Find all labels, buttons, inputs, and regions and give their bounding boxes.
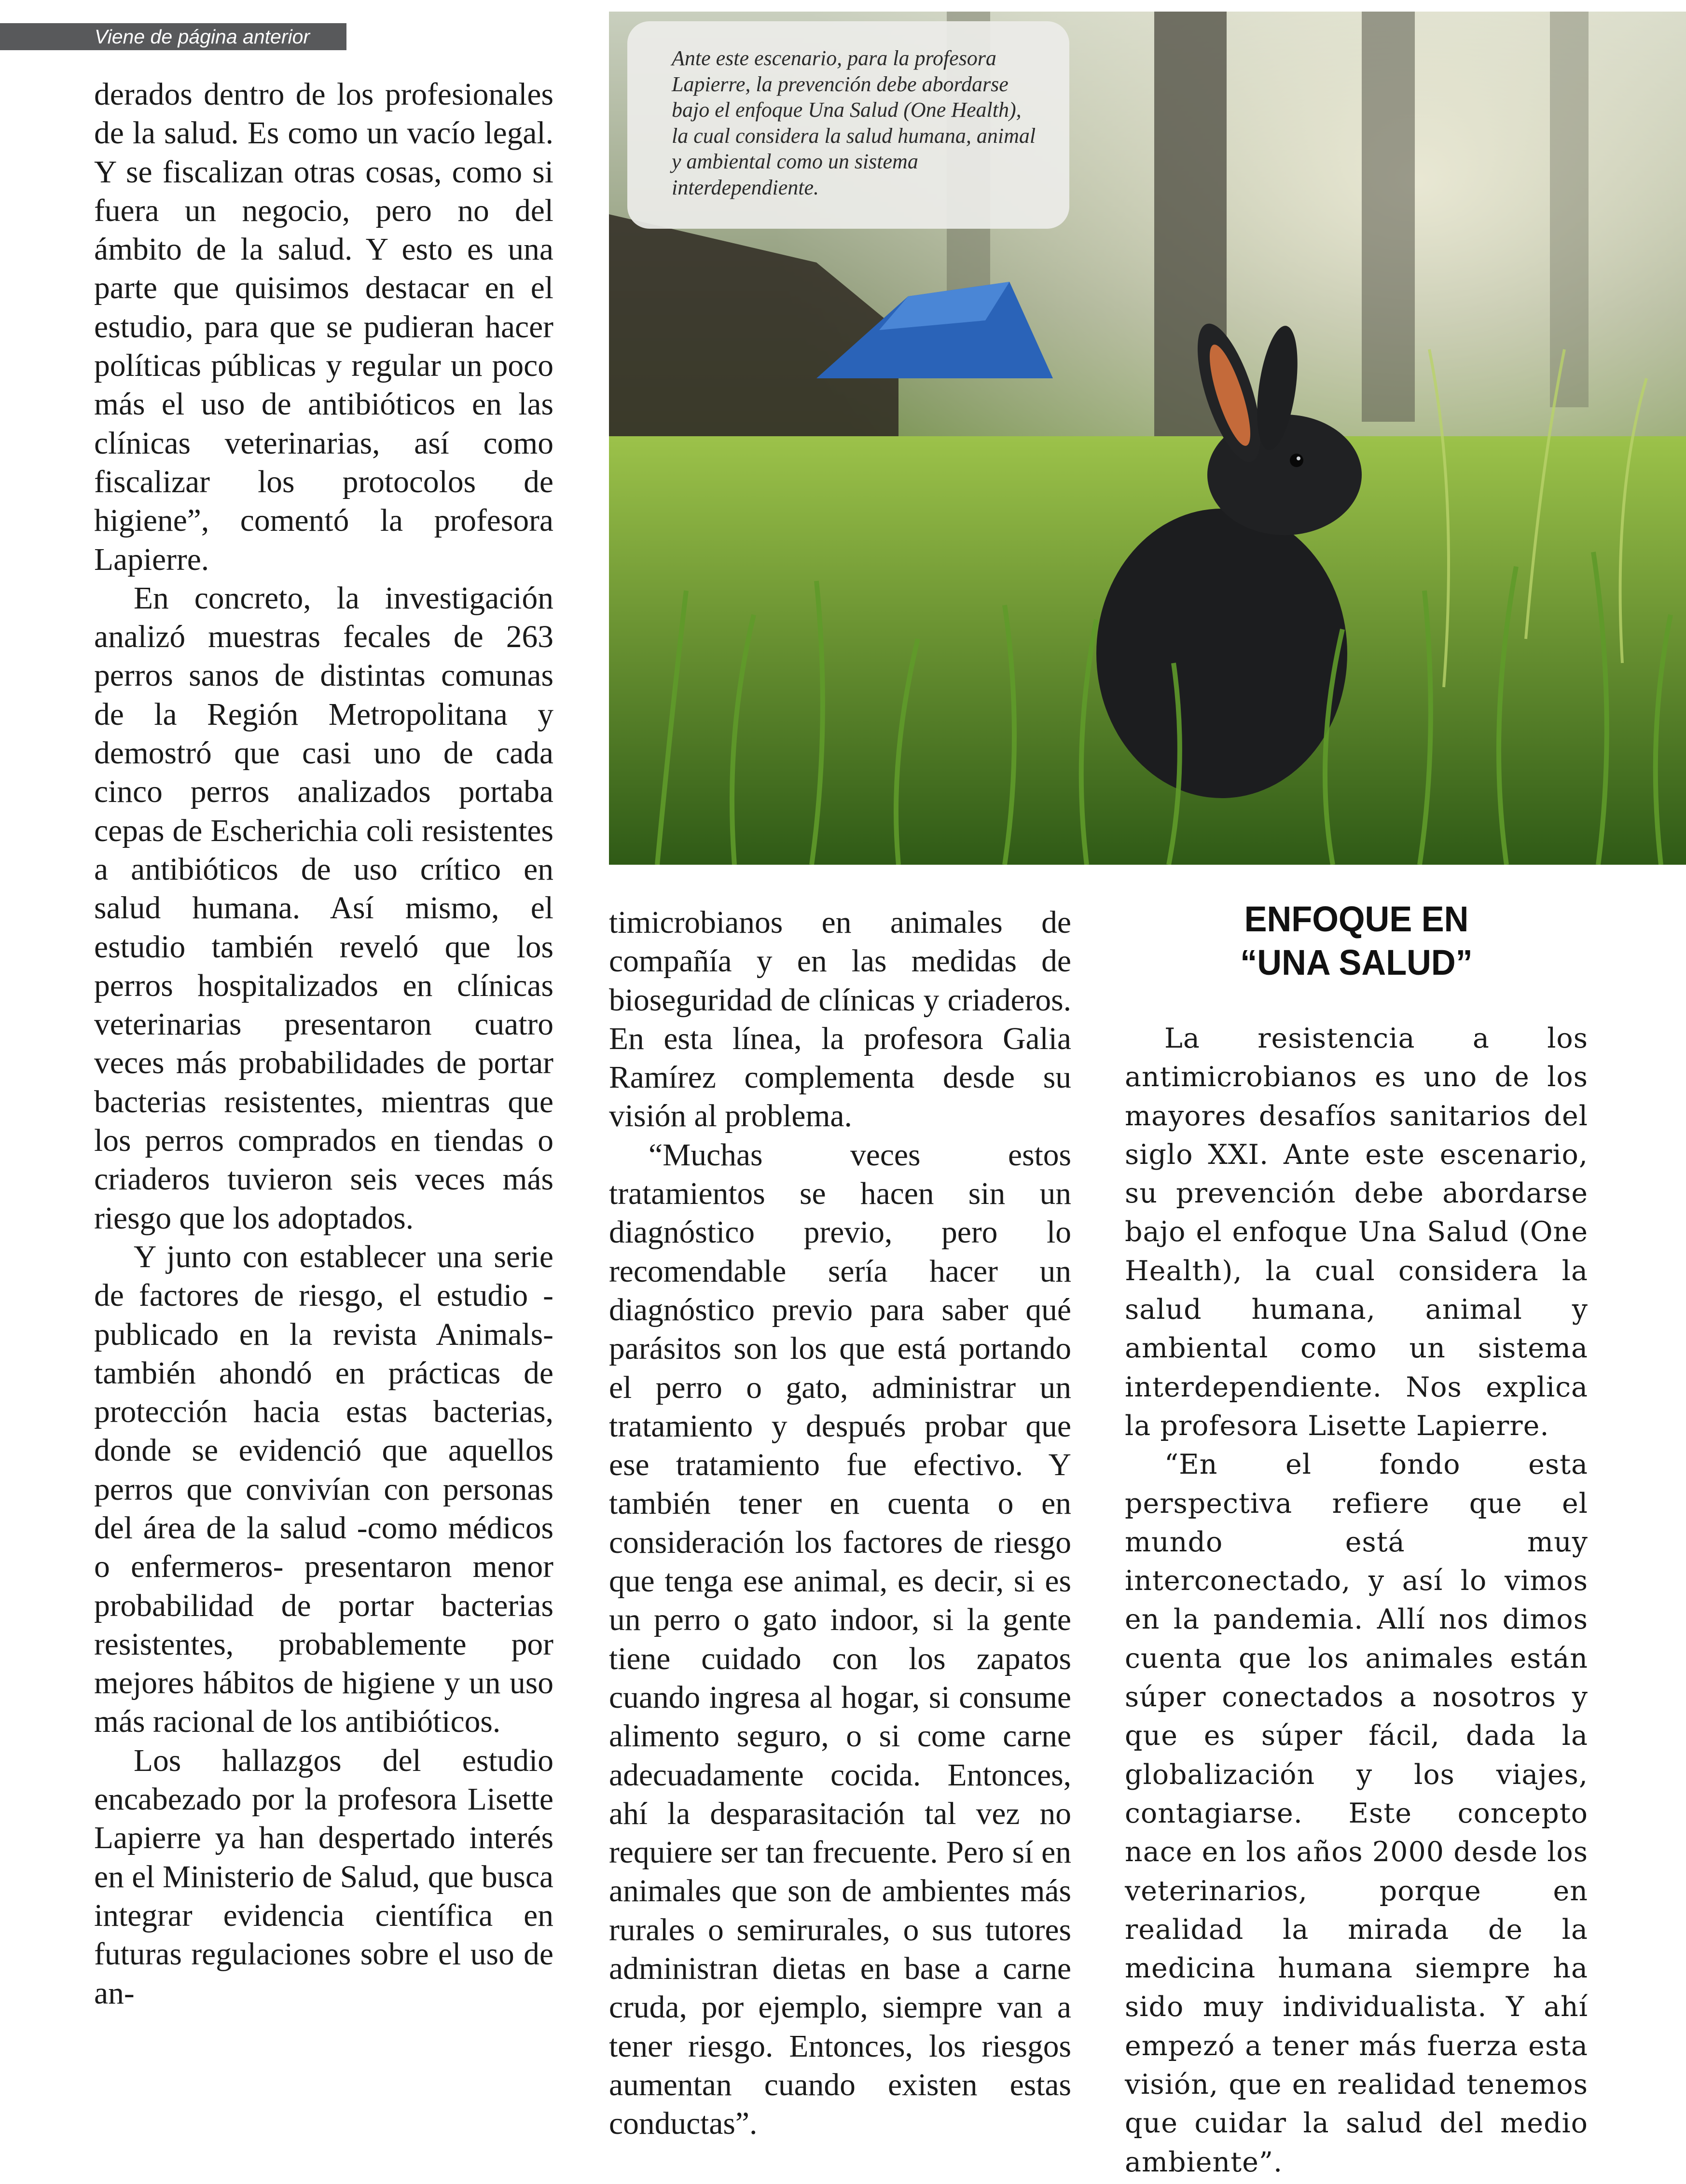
paragraph: En concreto, la investigación analizó muestras fecales de 263 perros sanos de distintas comunas de la Región Metropolitana y demostró que casi uno de cada cinco perros analizados portaba cepas de Escherichia coli resistentes a antibióticos de uso crítico en salud humana. Así mismo, el estudio también reveló que los perros hospitalizados en clínicas veterinarias presentaron cuatro veces más probabilidades de portar bacterias resistentes, mientras que los perros comprados en tiendas o criaderos tuvieron seis veces más riesgo que los adoptados. [94, 581, 553, 1236]
photo-caption: Ante este escenario, para la profesora Lapierre, la prevención debe abordarse bajo el enfoque Una Salud (One Health), la cual considera la salud humana, animal y ambiental como un sistema interdependiente. [672, 46, 1036, 199]
continued-from-previous-page-label: Viene de página anterior [0, 23, 346, 50]
article-column-left [94, 75, 553, 2013]
article-column-middle [609, 903, 1071, 2143]
sidebar-heading [1136, 898, 1576, 984]
sidebar-heading-line1: ENFOQUE EN [1244, 899, 1469, 939]
paragraph: “En el fondo esta perspectiva refiere que el mundo está muy interconectado, y así lo vimos en la pandemia. Allí nos dimos cuenta que los animales están súper conectados a nosotros y que es súper fácil, dada la globalización y los viajes, contagiarse. Este concepto nace en los años 2000 desde los veterinarios, porque en realidad la mirada de la medicina humana siempre ha sido muy individualista. Y ahí empezó a tener más fuerza esta visión, que en realidad tenemos que cuidar la salud del medio ambiente”. [1125, 1449, 1588, 2178]
paragraph: Los hallazgos del estudio encabezado por la profesora Lisette Lapierre ya han despertado interés en el Ministerio de Salud, que busca integrar evidencia científica en futuras regulaciones sobre el uso de an- [94, 1743, 553, 2011]
paragraph: “Muchas veces estos tratamientos se hacen sin un diagnóstico previo, pero lo recomendable sería hacer un diagnóstico previo para saber qué parásitos son los que está portando el perro o gato, administrar un tratamiento y después probar que ese tratamiento fue efectivo. Y también tener en cuenta o en consideración los factores de riesgo que tenga ese animal, es decir, si es un perro o gato indoor, si la gente tiene cuidado con los zapatos cuando ingresa al hogar, si consume alimento seguro, o si come carne adecuadamente cocida. Entonces, ahí la desparasitación tal vez no requiere ser tan frecuente. Pero sí en animales que son de ambientes más rurales o semirurales, o sus tutores administran dietas en base a carne cruda, por ejemplo, siempre van a tener riesgo. Entonces, los riesgos aumentan cuando existen estas conductas”. [609, 1137, 1071, 2142]
sidebar-column-right [1125, 1019, 1588, 2182]
photo-caption-box [627, 21, 1069, 229]
paragraph: Y junto con establecer una serie de factores de riesgo, el estudio -publicado en la revista Animals- también ahondó en prácticas de protección hacia estas bacterias, donde se evidenció que aquellos perros que convivían con personas del área de la salud -como médicos o enfermeros- presentaron menor probabilidad de portar bacterias resistentes, probablemente por mejores hábitos de higiene y un uso más racional de los antibióticos. [94, 1239, 553, 1740]
sidebar-heading-line2: “UNA SALUD” [1240, 942, 1473, 982]
paragraph: timicrobianos en animales de compañía y en las medidas de bioseguridad de clínicas y criaderos. En esta línea, la profesora Galia Ramírez complementa desde su visión al problema. [609, 905, 1071, 1134]
paragraph: La resistencia a los antimicrobianos es uno de los mayores desafíos sanitarios del siglo XXI. Ante este escenario, su prevención debe abordarse bajo el enfoque Una Salud (One Health), la cual considera la salud humana, animal y ambiental como un sistema interdependiente. Nos explica la profesora Lisette Lapierre. [1125, 1023, 1588, 1442]
paragraph: derados dentro de los profesionales de la salud. Es como un vacío legal. Y se fiscalizan otras cosas, como si fuera un negocio, pero no del ámbito de la salud. Y esto es una parte que quisimos destacar en el estudio, para que se pudieran hacer políticas públicas y regular un poco más el uso de antibióticos en las clínicas veterinarias, así como fiscalizar los protocolos de higiene”, comentó la profesora Lapierre. [94, 77, 553, 577]
